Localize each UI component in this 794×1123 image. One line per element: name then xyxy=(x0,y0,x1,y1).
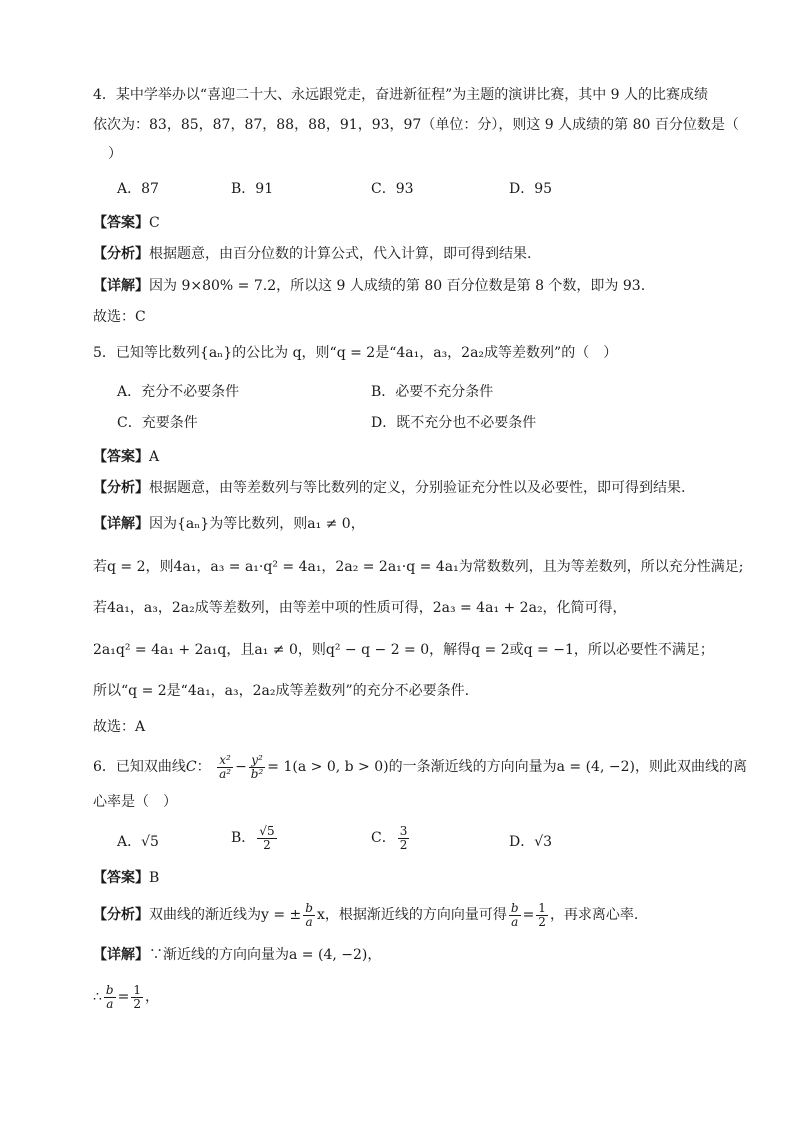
q6-stem-line1: 6．已知双曲线C： $\frac{\text{x²}}{\text{a²}}$ − $\frac{\text{y²}}{\text{b²}}$ = 1(a > 0, b > 0)的一条渐近线的方向向量为a = (4, −2)，则此双曲线的离 xyxy=(93,752,747,781)
analysis-tag: 【分析】 xyxy=(93,480,149,496)
q6-answer: B xyxy=(149,870,160,886)
q6-option-b xyxy=(231,824,279,852)
option-label: A． xyxy=(117,834,142,850)
q6-eq-x-den: a² xyxy=(219,766,232,781)
q5-option-d: D．既不充分也不必要条件 xyxy=(371,415,537,431)
analysis-tag: 【分析】 xyxy=(93,246,149,262)
q6-analysis-frac1 xyxy=(303,902,315,929)
option-label: D． xyxy=(509,834,535,850)
q5-option-a: A．充分不必要条件 xyxy=(117,384,240,400)
q6-analysis-frac1-num: b xyxy=(305,900,313,915)
answer-tag: 【答案】 xyxy=(93,215,149,231)
q6-option-d-value: √3 xyxy=(534,834,553,850)
q4-stem-line3: ） xyxy=(108,146,122,162)
q4-answer-row xyxy=(93,213,160,233)
q6-stem-suffix: 的一条渐近线的方向向量为a = (4, −2)，则此双曲线的离 xyxy=(388,759,747,775)
q6-detail-2-frac2-den: 2 xyxy=(133,996,141,1011)
q4-option-a: A．87 xyxy=(117,181,159,197)
q6-analysis-mid: x，根据渐近线的方向向量可得 xyxy=(316,907,507,923)
q6-detail-2-frac1-num: b xyxy=(105,982,114,997)
q5-detail-1: 因为{aₙ}为等比数列，则a₁ ≠ 0， xyxy=(149,516,365,532)
q6-option-b-num: √5 xyxy=(259,823,275,838)
q6-option-b-frac xyxy=(257,825,276,852)
q6-eq-y-den: b² xyxy=(250,766,264,781)
q5-answer: A xyxy=(149,449,160,465)
q6-analysis-frac3-den: 2 xyxy=(538,914,546,929)
q4-stem-line1: 4．某中学举办以“喜迎二十大、永远跟党走，奋进新征程”为主题的演讲比赛，其中 9 人的比赛成绩 xyxy=(93,87,709,103)
q6-analysis-frac2-num: b xyxy=(510,900,519,915)
q5-detail-4: 2a₁q² = 4a₁ + 2a₁q，且a₁ ≠ 0，则q² − q − 2 = 0，解得q = 2或q = −1，所以必要性不满足； xyxy=(93,642,714,658)
q5-analysis: 根据题意，由等差数列与等比数列的定义，分别验证充分性以及必要性，即可得到结果. xyxy=(149,480,686,496)
q6-option-c-num: 3 xyxy=(399,823,408,838)
q6-option-a xyxy=(117,828,159,856)
option-label: C． xyxy=(371,830,396,846)
q6-detail-2-frac2-num: 1 xyxy=(133,982,141,997)
q5-analysis-row xyxy=(93,478,685,498)
q6-detail-2-frac2 xyxy=(131,984,143,1011)
q4-analysis-row xyxy=(93,244,531,264)
q6-eq-x-num: x² xyxy=(219,752,231,767)
q4-option-c: C．93 xyxy=(371,181,414,197)
q5-detail-row xyxy=(93,514,365,534)
q4-answer: C xyxy=(149,215,160,231)
q6-analysis-frac2-den: a xyxy=(511,914,519,929)
q5-detail-5: 所以“q = 2是“4a₁，a₃，2a₂成等差数列”的充分不必要条件. xyxy=(93,683,470,699)
q4-detail: 因为 9×80% = 7.2，所以这 9 人成绩的第 80 百分位数是第 8 个数，即为 93. xyxy=(149,278,646,294)
q5-stem: 5．已知等比数列{aₙ}的公比为 q，则“q = 2是“4a₁，a₃，2a₂成等差数列”的（ ） xyxy=(93,345,618,361)
q6-analysis-row xyxy=(93,901,638,929)
q6-eq-y-frac xyxy=(249,754,266,781)
q6-analysis-frac2 xyxy=(509,902,521,929)
detail-tag: 【详解】 xyxy=(93,516,149,532)
answer-tag: 【答案】 xyxy=(93,449,149,465)
q6-option-c-frac xyxy=(398,825,410,852)
option-label: B． xyxy=(231,830,256,846)
q6-analysis-frac1-den: a xyxy=(305,914,313,929)
q4-stem-line2: 依次为：83，85，87，87，88，88，91，93，97（单位：分），则这 9 人成绩的第 80 百分位数是（ xyxy=(93,117,739,133)
q6-analysis-frac3-num: 1 xyxy=(538,900,546,915)
q5-detail-2: 若q = 2，则4a₁，a₃ = a₁·q² = 4a₁，2a₂ = 2a₁·q = 4a₁为常数数列，且为等差数列，所以充分性满足; xyxy=(93,559,744,575)
q4-detail-row xyxy=(93,276,645,296)
q6-stem-line2: 心率是（ ） xyxy=(93,794,177,810)
q6-curve-name: C xyxy=(185,759,197,775)
q6-detail-2-eq: = xyxy=(117,989,130,1005)
q6-analysis-frac3 xyxy=(536,902,548,929)
q6-option-c xyxy=(371,824,411,852)
q6-eq-x-frac xyxy=(217,754,233,781)
q4-option-d: D．95 xyxy=(509,181,553,197)
q6-detail-2-frac1 xyxy=(104,984,116,1011)
q6-detail-1: ∵渐近线的方向向量为a = (4, −2)， xyxy=(149,947,382,963)
q6-answer-row xyxy=(93,868,159,888)
q6-option-a-value: √5 xyxy=(141,834,159,850)
q5-detail-3: 若4a₁，a₃，2a₂成等差数列，由等差中项的性质可得，2a₃ = 4a₁ + 2a₂，化简可得， xyxy=(93,600,627,616)
q6-option-b-den: 2 xyxy=(263,837,271,852)
q6-detail-row xyxy=(93,945,381,965)
q4-analysis: 根据题意，由百分位数的计算公式，代入计算，即可得到结果. xyxy=(149,246,532,262)
q6-analysis-pre: 双曲线的渐近线为y = ± xyxy=(149,907,302,923)
q6-eq-rest: = 1(a > 0, b > 0) xyxy=(267,759,389,775)
detail-tag: 【详解】 xyxy=(93,947,149,963)
q5-conclusion: 故选：A xyxy=(93,719,146,735)
q5-option-b: B．必要不充分条件 xyxy=(371,384,494,400)
q6-option-c-den: 2 xyxy=(399,837,408,852)
q6-eq-y-num: y² xyxy=(251,752,263,767)
q6-stem-prefix: 6．已知双曲线 xyxy=(93,759,186,775)
q5-option-c: C．充要条件 xyxy=(117,415,198,431)
answer-tag: 【答案】 xyxy=(93,870,149,886)
therefore-symbol: ∴ xyxy=(93,989,102,1005)
q4-conclusion: 故选：C xyxy=(93,309,146,325)
q5-answer-row xyxy=(93,447,159,467)
analysis-tag: 【分析】 xyxy=(93,907,149,923)
q6-analysis-post: ，再求离心率. xyxy=(549,907,639,923)
q6-detail-2 xyxy=(93,983,159,1011)
q6-detail-2-suffix: ， xyxy=(144,989,159,1005)
q6-option-d xyxy=(509,828,552,856)
q6-detail-2-frac1-den: a xyxy=(106,996,114,1011)
q4-option-b: B．91 xyxy=(231,181,274,197)
q6-analysis-eq: = xyxy=(522,907,535,923)
detail-tag: 【详解】 xyxy=(93,278,149,294)
